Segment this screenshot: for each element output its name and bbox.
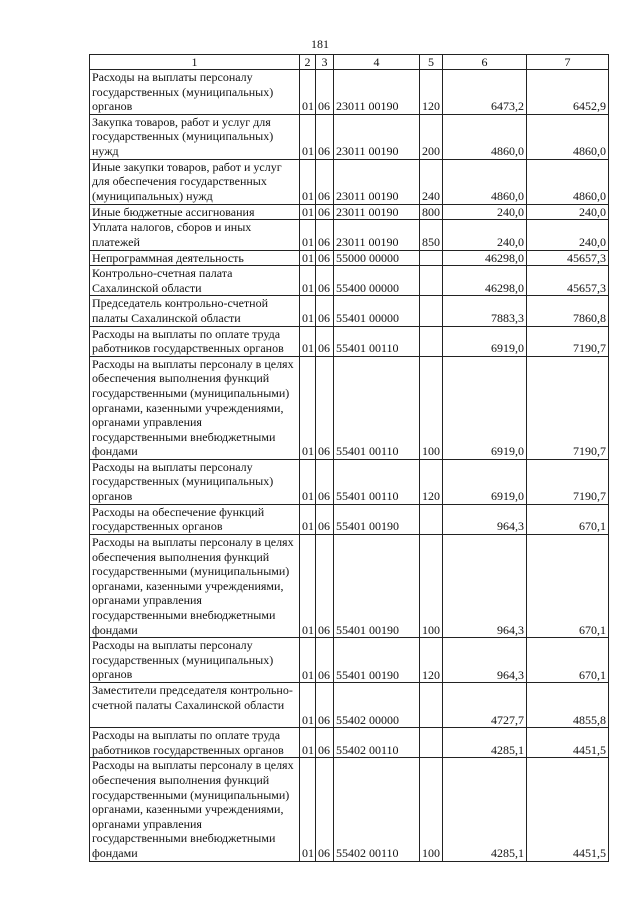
row-name-cell: Расходы на выплаты по оплате труда работников государственных органов [90,326,300,356]
row-section-cell: 01 [300,266,316,296]
row-subsection-cell: 06 [316,326,334,356]
table-row [90,728,609,758]
row-target-article-cell: 23011 00190 [334,220,420,250]
row-subsection-cell: 06 [316,728,334,758]
row-expense-type-cell [420,504,443,534]
row-target-article-cell: 55401 00110 [334,459,420,504]
row-expense-type-cell: 100 [420,535,443,638]
table-row [90,758,609,861]
table-row [90,535,609,638]
row-name-cell: Расходы на выплаты персоналу в целях обеспечения выполнения функций государственными (муниципальными) органами, казенными учреждениями, органами управления государственными внебюджетными фондами [90,356,300,459]
row-name-cell: Непрограммная деятельность [90,250,300,266]
row-target-article-cell: 55401 00110 [334,356,420,459]
row-subsection-cell: 06 [316,220,334,250]
row-value-2-cell: 240,0 [527,220,609,250]
row-target-article-cell: 55401 00110 [334,326,420,356]
row-value-2-cell: 7860,8 [527,296,609,326]
row-section-cell: 01 [300,159,316,204]
row-value-2-cell: 7190,7 [527,326,609,356]
row-target-article-cell: 55401 00190 [334,535,420,638]
row-subsection-cell: 06 [316,683,334,728]
row-value-2-cell: 670,1 [527,535,609,638]
row-target-article-cell: 23011 00190 [334,159,420,204]
header-cell: 1 [90,55,300,70]
row-name-cell: Расходы на обеспечение функций государственных органов [90,504,300,534]
table-row [90,266,609,296]
table-row [90,70,609,115]
row-section-cell: 01 [300,535,316,638]
row-value-1-cell: 4285,1 [443,758,527,861]
row-section-cell: 01 [300,70,316,115]
row-target-article-cell: 23011 00190 [334,204,420,220]
row-expense-type-cell: 100 [420,356,443,459]
row-value-1-cell: 6919,0 [443,356,527,459]
row-value-2-cell: 670,1 [527,638,609,683]
table-row [90,220,609,250]
header-cell: 7 [527,55,609,70]
row-subsection-cell: 06 [316,204,334,220]
row-value-2-cell: 670,1 [527,504,609,534]
row-expense-type-cell [420,250,443,266]
header-cell: 3 [316,55,334,70]
row-name-cell: Иные бюджетные ассигнования [90,204,300,220]
row-section-cell: 01 [300,683,316,728]
row-value-1-cell: 7883,3 [443,296,527,326]
row-value-2-cell: 6452,9 [527,70,609,115]
table-row [90,204,609,220]
row-value-1-cell: 6919,0 [443,326,527,356]
row-expense-type-cell: 240 [420,159,443,204]
header-cell: 4 [334,55,420,70]
row-target-article-cell: 23011 00190 [334,70,420,115]
row-expense-type-cell: 200 [420,114,443,159]
row-value-1-cell: 4285,1 [443,728,527,758]
row-value-2-cell: 4860,0 [527,114,609,159]
row-value-2-cell: 45657,3 [527,250,609,266]
row-target-article-cell: 55401 00000 [334,296,420,326]
row-value-1-cell: 46298,0 [443,266,527,296]
table-row [90,504,609,534]
row-section-cell: 01 [300,114,316,159]
row-subsection-cell: 06 [316,535,334,638]
row-value-1-cell: 964,3 [443,504,527,534]
row-section-cell: 01 [300,326,316,356]
table-row [90,250,609,266]
row-expense-type-cell: 120 [420,70,443,115]
row-value-1-cell: 6473,2 [443,70,527,115]
row-value-1-cell: 6919,0 [443,459,527,504]
row-section-cell: 01 [300,296,316,326]
row-expense-type-cell: 800 [420,204,443,220]
page-number: 181 [311,37,329,51]
row-subsection-cell: 06 [316,250,334,266]
row-subsection-cell: 06 [316,296,334,326]
table-row [90,683,609,728]
row-subsection-cell: 06 [316,266,334,296]
row-section-cell: 01 [300,459,316,504]
row-target-article-cell: 23011 00190 [334,114,420,159]
row-expense-type-cell: 850 [420,220,443,250]
row-name-cell: Расходы на выплаты по оплате труда работников государственных органов [90,728,300,758]
row-name-cell: Контрольно-счетная палата Сахалинской области [90,266,300,296]
row-section-cell: 01 [300,758,316,861]
row-value-1-cell: 240,0 [443,220,527,250]
table-row [90,326,609,356]
row-subsection-cell: 06 [316,638,334,683]
row-value-2-cell: 240,0 [527,204,609,220]
row-name-cell: Заместители председателя контрольно-счетной палаты Сахалинской области [90,683,300,728]
header-cell: 5 [420,55,443,70]
row-name-cell: Расходы на выплаты персоналу государственных (муниципальных) органов [90,638,300,683]
row-value-2-cell: 4860,0 [527,159,609,204]
table-row [90,159,609,204]
row-value-1-cell: 4860,0 [443,114,527,159]
row-target-article-cell: 55000 00000 [334,250,420,266]
row-value-2-cell: 45657,3 [527,266,609,296]
row-section-cell: 01 [300,638,316,683]
row-value-2-cell: 4451,5 [527,758,609,861]
row-target-article-cell: 55401 00190 [334,638,420,683]
row-target-article-cell: 55401 00190 [334,504,420,534]
row-section-cell: 01 [300,250,316,266]
row-subsection-cell: 06 [316,159,334,204]
row-expense-type-cell [420,296,443,326]
row-value-1-cell: 964,3 [443,535,527,638]
row-value-1-cell: 4727,7 [443,683,527,728]
table-row [90,114,609,159]
row-value-2-cell: 4855,8 [527,683,609,728]
row-name-cell: Уплата налогов, сборов и иных платежей [90,220,300,250]
header-row [90,55,609,70]
table-row [90,638,609,683]
row-name-cell: Закупка товаров, работ и услуг для государственных (муниципальных) нужд [90,114,300,159]
row-expense-type-cell: 120 [420,459,443,504]
row-value-2-cell: 4451,5 [527,728,609,758]
row-value-1-cell: 240,0 [443,204,527,220]
row-expense-type-cell: 120 [420,638,443,683]
row-value-2-cell: 7190,7 [527,459,609,504]
row-name-cell: Председатель контрольно-счетной палаты Сахалинской области [90,296,300,326]
row-name-cell: Расходы на выплаты персоналу в целях обеспечения выполнения функций государственными (муниципальными) органами, казенными учреждениями, органами управления государственными внебюджетными фондами [90,758,300,861]
row-expense-type-cell [420,683,443,728]
row-subsection-cell: 06 [316,356,334,459]
row-target-article-cell: 55402 00110 [334,758,420,861]
row-expense-type-cell [420,266,443,296]
row-value-1-cell: 4860,0 [443,159,527,204]
row-value-2-cell: 7190,7 [527,356,609,459]
row-value-1-cell: 46298,0 [443,250,527,266]
row-subsection-cell: 06 [316,114,334,159]
row-expense-type-cell: 100 [420,758,443,861]
row-section-cell: 01 [300,356,316,459]
row-expense-type-cell [420,728,443,758]
header-cell: 2 [300,55,316,70]
row-section-cell: 01 [300,220,316,250]
row-value-1-cell: 964,3 [443,638,527,683]
table-row [90,356,609,459]
row-subsection-cell: 06 [316,70,334,115]
row-target-article-cell: 55402 00000 [334,683,420,728]
row-name-cell: Расходы на выплаты персоналу в целях обеспечения выполнения функций государственными (муниципальными) органами, казенными учреждениями, органами управления государственными внебюджетными фондами [90,535,300,638]
row-expense-type-cell [420,326,443,356]
row-name-cell: Расходы на выплаты персоналу государственных (муниципальных) органов [90,459,300,504]
row-name-cell: Иные закупки товаров, работ и услуг для обеспечения государственных (муниципальных) нужд [90,159,300,204]
row-section-cell: 01 [300,204,316,220]
header-cell: 6 [443,55,527,70]
budget-table [89,54,609,862]
row-subsection-cell: 06 [316,758,334,861]
row-section-cell: 01 [300,504,316,534]
table-row [90,459,609,504]
table-row [90,296,609,326]
row-subsection-cell: 06 [316,504,334,534]
row-target-article-cell: 55400 00000 [334,266,420,296]
row-name-cell: Расходы на выплаты персоналу государственных (муниципальных) органов [90,70,300,115]
row-subsection-cell: 06 [316,459,334,504]
row-section-cell: 01 [300,728,316,758]
row-target-article-cell: 55402 00110 [334,728,420,758]
